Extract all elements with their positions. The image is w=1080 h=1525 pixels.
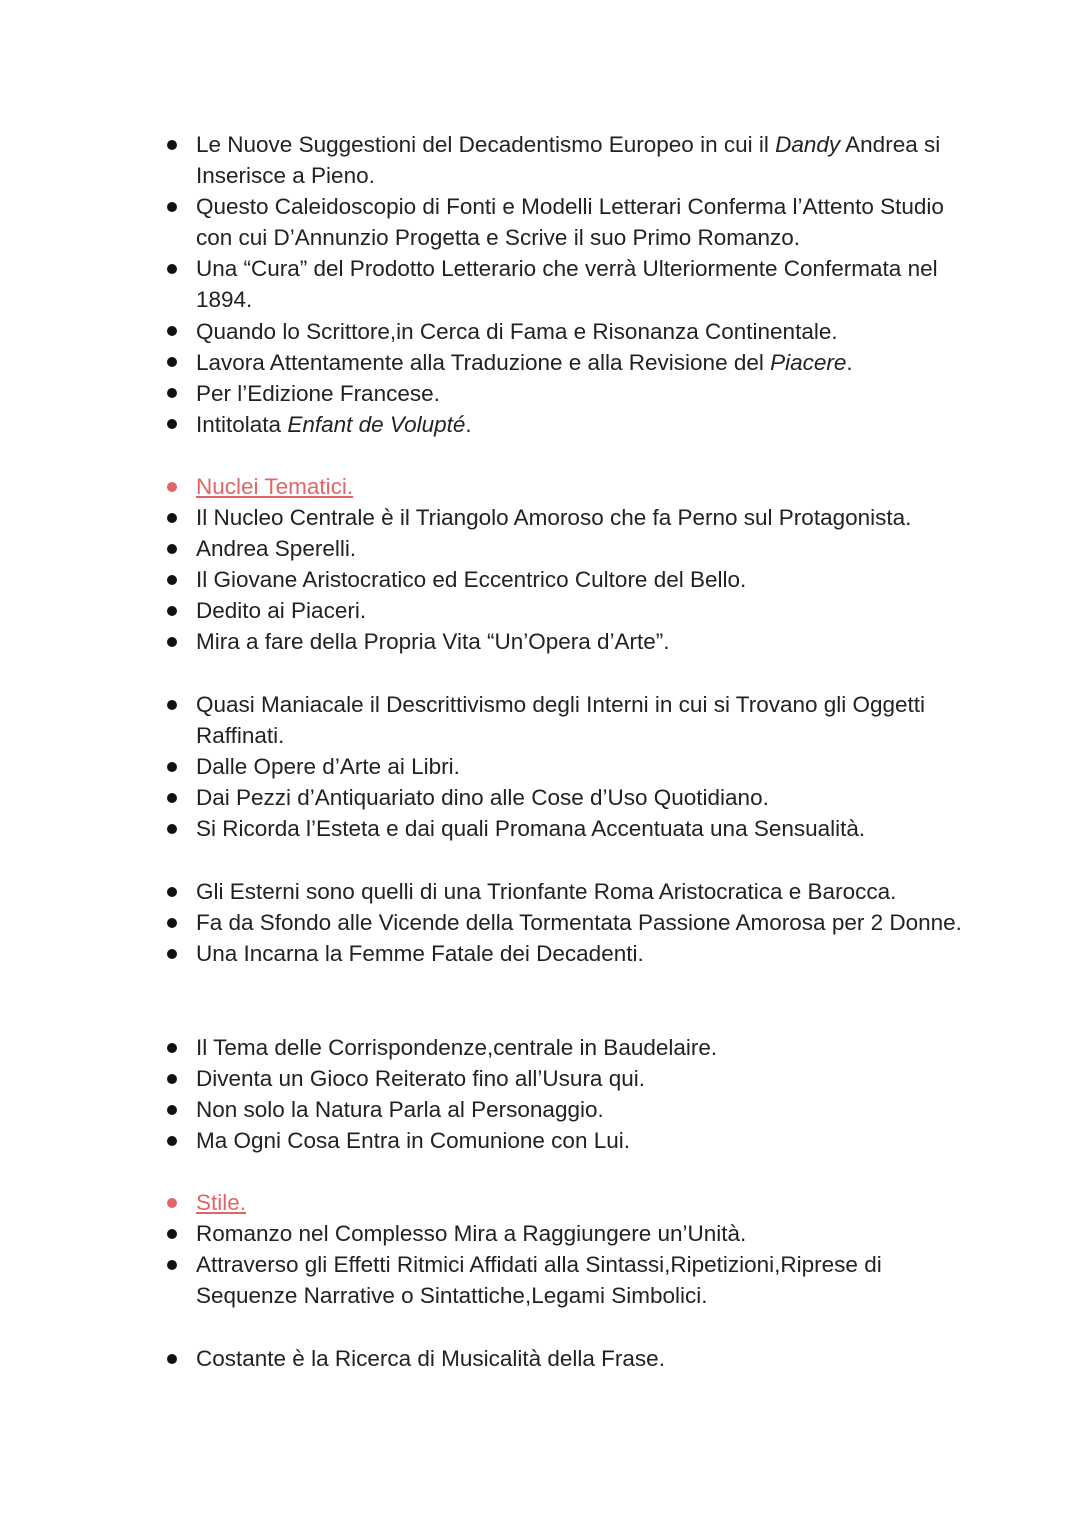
bullet-list-intro <box>163 129 963 440</box>
list-item: Ma Ogni Cosa Entra in Comunione con Lui. <box>163 1125 963 1156</box>
heading-link[interactable]: Stile. <box>196 1190 247 1215</box>
list-item: Una “Cura” del Prodotto Letterario che verrà Ulteriormente Confermata nel 1894. <box>163 253 963 315</box>
bullet-list-esterni <box>163 876 963 969</box>
list-item: Fa da Sfondo alle Vicende della Tormentata Passione Amorosa per 2 Donne. <box>163 907 963 938</box>
bullet-list-corrispondenze <box>163 1032 963 1156</box>
list-item: Andrea Sperelli. <box>163 533 963 564</box>
list-item: Gli Esterni sono quelli di una Trionfante Roma Aristocratica e Barocca. <box>163 876 963 907</box>
heading-link[interactable]: Nuclei Tematici. <box>196 474 354 499</box>
list-item: Dalle Opere d’Arte ai Libri. <box>163 751 963 782</box>
list-item: Dai Pezzi d’Antiquariato dino alle Cose d’Uso Quotidiano. <box>163 782 963 813</box>
bullet-list-nuclei-tematici <box>163 471 963 658</box>
list-item: Quasi Maniacale il Descrittivismo degli Interni in cui si Trovano gli Oggetti Raffinati. <box>163 689 963 751</box>
list-item: Per l’Edizione Francese. <box>163 378 963 409</box>
list-item: Costante è la Ricerca di Musicalità della Frase. <box>163 1343 963 1374</box>
list-item: Il Giovane Aristocratico ed Eccentrico Cultore del Bello. <box>163 564 963 595</box>
list-item: Intitolata Enfant de Volupté. <box>163 409 963 440</box>
bullet-list-stile <box>163 1187 963 1311</box>
list-item: Diventa un Gioco Reiterato fino all’Usura qui. <box>163 1063 963 1094</box>
bullet-list-musicalita <box>163 1343 963 1374</box>
list-item: Le Nuove Suggestioni del Decadentismo Europeo in cui il Dandy Andrea si Inserisce a Pieno. <box>163 129 963 191</box>
list-item: Attraverso gli Effetti Ritmici Affidati alla Sintassi,Ripetizioni,Riprese di Sequenze Narrative o Sintattiche,Legami Simbolici. <box>163 1249 963 1311</box>
list-item: Mira a fare della Propria Vita “Un’Opera d’Arte”. <box>163 626 963 657</box>
list-item: Questo Caleidoscopio di Fonti e Modelli Letterari Conferma l’Attento Studio con cui D’Annunzio Progetta e Scrive il suo Primo Romanzo. <box>163 191 963 253</box>
list-item: Non solo la Natura Parla al Personaggio. <box>163 1094 963 1125</box>
list-item: Una Incarna la Femme Fatale dei Decadenti. <box>163 938 963 969</box>
list-item: Romanzo nel Complesso Mira a Raggiungere un’Unità. <box>163 1218 963 1249</box>
list-item: Il Tema delle Corrispondenze,centrale in Baudelaire. <box>163 1032 963 1063</box>
list-item: Quando lo Scrittore,in Cerca di Fama e Risonanza Continentale. <box>163 316 963 347</box>
section-heading-nuclei-tematici <box>163 471 963 502</box>
list-item: Il Nucleo Centrale è il Triangolo Amoroso che fa Perno sul Protagonista. <box>163 502 963 533</box>
list-item: Dedito ai Piaceri. <box>163 595 963 626</box>
bullet-list-interni <box>163 689 963 844</box>
list-item: Si Ricorda l’Esteta e dai quali Promana Accentuata una Sensualità. <box>163 813 963 844</box>
section-heading-stile <box>163 1187 963 1218</box>
list-item: Lavora Attentamente alla Traduzione e alla Revisione del Piacere. <box>163 347 963 378</box>
